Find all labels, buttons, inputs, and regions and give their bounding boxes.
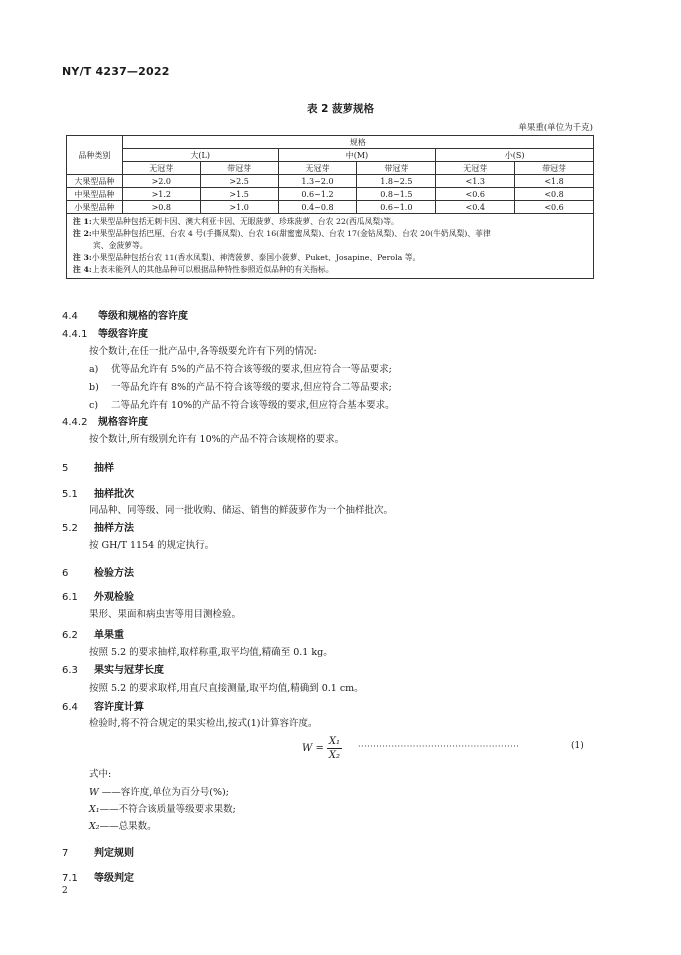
table-cell: 0.6~1.2 [278, 188, 357, 201]
table-cell: 0.6~1.0 [357, 201, 436, 214]
row-name: 大果型品种 [67, 175, 123, 188]
heading-5-2: 5.2 抽样方法 [62, 523, 134, 534]
table-cell: <0.8 [515, 188, 594, 201]
paragraph: 按照 5.2 的要求取样,用直尺直接测量,取平均值,精确到 0.1 cm。 [89, 683, 364, 694]
note-label: 注 4: [73, 265, 92, 274]
table-cell: >1.2 [122, 188, 200, 201]
note-4 [73, 264, 587, 276]
paragraph: 检验时,将不符合规定的果实检出,按式(1)计算容许度。 [89, 718, 318, 729]
list-item: b) 一等品允许有 8%的产品不符合该等级的要求,但应符合二等品要求; [89, 382, 392, 393]
page-number: 2 [62, 886, 68, 896]
table-cell: >2.5 [200, 175, 278, 188]
note-text: 大果型品种包括无刺卡因、澳大利亚卡因、无眼菠萝、珍珠菠萝、台农 22(西瓜凤梨)等。 [91, 217, 399, 226]
table-notes [67, 214, 594, 279]
table-cell: <0.6 [515, 201, 594, 214]
table-cell: <1.3 [436, 175, 515, 188]
paragraph: 按照 5.2 的要求抽样,取样称重,取平均值,精确至 0.1 kg。 [89, 647, 333, 658]
formula-numerator: X₁ [328, 736, 340, 747]
table-cell: >2.0 [122, 175, 200, 188]
heading-5-1: 5.1 抽样批次 [62, 489, 134, 500]
formula-number: (1) [571, 741, 584, 751]
where-item: X₁——不符合该质量等级要求果数; [89, 804, 236, 815]
note-3 [73, 252, 587, 264]
heading-6: 6 检验方法 [62, 568, 134, 579]
table-unit: 单果重(单位为千克) [518, 123, 593, 133]
row-name: 中果型品种 [67, 188, 123, 201]
table-cell: 0.8~1.5 [357, 188, 436, 201]
where-item: X₂——总果数。 [89, 821, 157, 832]
paragraph: 按个数计,在任一批产品中,各等级要允许有下列的情况: [89, 346, 317, 357]
table-cell: >1.0 [200, 201, 278, 214]
subheader: 带冠芽 [515, 162, 594, 175]
formula-denominator: X₂ [328, 750, 340, 761]
paragraph: 按个数计,所有级别允许有 10%的产品不符合该规格的要求。 [89, 434, 345, 445]
row-name: 小果型品种 [67, 201, 123, 214]
heading-7: 7 判定规则 [62, 848, 134, 859]
table-cell: 1.8~2.5 [357, 175, 436, 188]
formula-fraction [327, 735, 342, 762]
note-text: 小果型品种包括台农 11(香水凤梨)、神湾菠萝、泰国小菠萝、Puket、Josapine、Perola 等。 [91, 253, 421, 262]
subheader: 无冠芽 [436, 162, 515, 175]
formula-leader: ····················································· [358, 742, 520, 751]
note-text: 中果型品种包括巴厘、台农 4 号(手撕凤梨)、台农 16(甜蜜蜜凤梨)、台农 17(金钻凤梨)、台农 20(牛奶凤梨)、菲律 [91, 229, 491, 238]
heading-4-4-2: 4.4.2 规格容许度 [62, 417, 148, 428]
table-cell: 0.4~0.8 [278, 201, 357, 214]
subheader: 无冠芽 [278, 162, 357, 175]
heading-4-4: 4.4 等级和规格的容许度 [62, 311, 188, 322]
note-label: 注 1: [73, 217, 92, 226]
note-2 [73, 228, 587, 252]
heading-6-4: 6.4 容许度计算 [62, 702, 144, 713]
paragraph: 按 GH/T 1154 的规定执行。 [89, 540, 215, 551]
table-cell: <0.4 [436, 201, 515, 214]
spec-table [66, 135, 594, 279]
table-cell: >0.8 [122, 201, 200, 214]
heading-7-1: 7.1 等级判定 [62, 873, 134, 884]
note-text-cont: 宾、金菠萝等。 [93, 241, 148, 250]
subheader: 带冠芽 [200, 162, 278, 175]
subheader: 无冠芽 [122, 162, 200, 175]
where-item: W ——容许度,单位为百分号(%); [89, 787, 229, 798]
formula [302, 735, 342, 762]
standard-number: NY/T 4237—2022 [62, 65, 170, 78]
paragraph: 同品种、同等级、同一批收购、储运、销售的鲜菠萝作为一个抽样批次。 [89, 505, 394, 516]
list-item: c) 二等品允许有 10%的产品不符合该等级的要求,但应符合基本要求。 [89, 400, 395, 411]
table-cell: 1.3~2.0 [278, 175, 357, 188]
header-variety: 品种类别 [67, 136, 123, 175]
note-label: 注 2: [73, 229, 92, 238]
heading-6-2: 6.2 单果重 [62, 630, 124, 641]
heading-6-3: 6.3 果实与冠芽长度 [62, 665, 164, 676]
where-intro: 式中: [89, 769, 112, 780]
header-spec: 规格 [122, 136, 593, 149]
paragraph: 果形、果面和病虫害等用目测检验。 [89, 609, 242, 620]
header-size-medium: 中(M) [278, 149, 436, 162]
table-cell: <0.6 [436, 188, 515, 201]
note-label: 注 3: [73, 253, 92, 262]
list-item: a) 优等品允许有 5%的产品不符合该等级的要求,但应符合一等品要求; [89, 364, 392, 375]
subheader: 带冠芽 [357, 162, 436, 175]
note-text: 上表未能列人的其他品种可以根据品种特性参照近似品种的有关指标。 [91, 265, 334, 274]
heading-4-4-1: 4.4.1 等级容许度 [62, 329, 148, 340]
table-cell: >1.5 [200, 188, 278, 201]
heading-6-1: 6.1 外观检验 [62, 592, 134, 603]
table-row [67, 188, 594, 201]
header-size-small: 小(S) [436, 149, 594, 162]
formula-lhs: W = [302, 743, 324, 754]
table-title: 表 2 菠萝规格 [306, 103, 375, 115]
header-size-large: 大(L) [122, 149, 278, 162]
table-row [67, 201, 594, 214]
table-cell: <1.8 [515, 175, 594, 188]
table-row [67, 175, 594, 188]
heading-5: 5 抽样 [62, 463, 114, 474]
note-1 [73, 216, 587, 228]
